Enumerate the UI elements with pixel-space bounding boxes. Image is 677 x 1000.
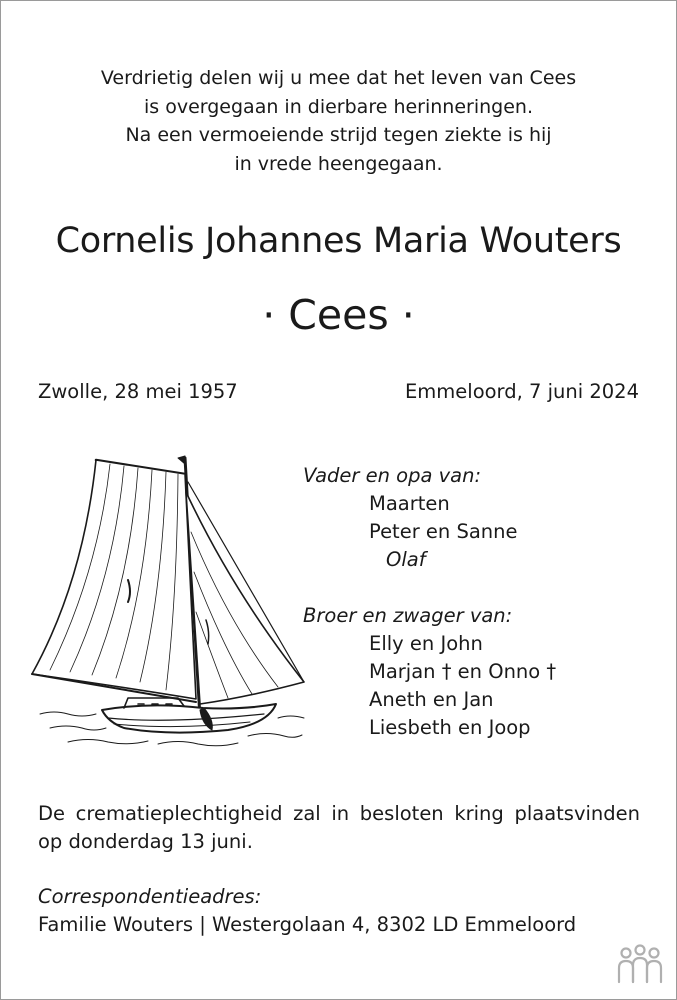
correspondence-label: Correspondentieadres: <box>38 885 262 908</box>
father-heading: Vader en opa van: <box>303 464 482 487</box>
child-item: Maarten <box>369 492 450 515</box>
ceremony-text <box>38 800 640 856</box>
family-logo-icon <box>616 944 664 984</box>
intro-line-2: is overgegaan in dierbare herinneringen. <box>143 95 534 118</box>
intro-text <box>0 64 677 178</box>
death-place-date: Emmeloord, 7 juni 2024 <box>404 380 639 403</box>
intro-line-1: Verdrietig delen wij u mee dat het leven van Cees <box>100 67 577 89</box>
deceased-nickname: · Cees · <box>262 291 415 339</box>
grandchild-item: Olaf <box>386 548 426 571</box>
birth-place-date: Zwolle, 28 mei 1957 <box>38 380 238 403</box>
intro-line-4: in vrede heengegaan. <box>234 152 443 175</box>
sibling-item: Liesbeth en Joop <box>369 716 531 739</box>
sibling-item: Elly en John <box>369 632 483 655</box>
ceremony-line-1: De crematieplechtigheid zal in besloten kring plaatsvinden <box>38 802 640 825</box>
sibling-item: Marjan † en Onno † <box>369 660 557 683</box>
sibling-heading: Broer en zwager van: <box>303 604 513 627</box>
ceremony-line-2: op donderdag 13 juni. <box>38 830 253 853</box>
sibling-item: Aneth en Jan <box>369 688 494 711</box>
correspondence-address: Familie Wouters | Westergolaan 4, 8302 LD Emmeloord <box>38 913 577 936</box>
intro-line-3: Na een vermoeiende strijd tegen ziekte is hij <box>125 124 552 146</box>
child-item: Peter en Sanne <box>369 520 518 543</box>
deceased-full-name: Cornelis Johannes Maria Wouters <box>55 221 622 261</box>
sailboat-illustration <box>28 452 313 752</box>
